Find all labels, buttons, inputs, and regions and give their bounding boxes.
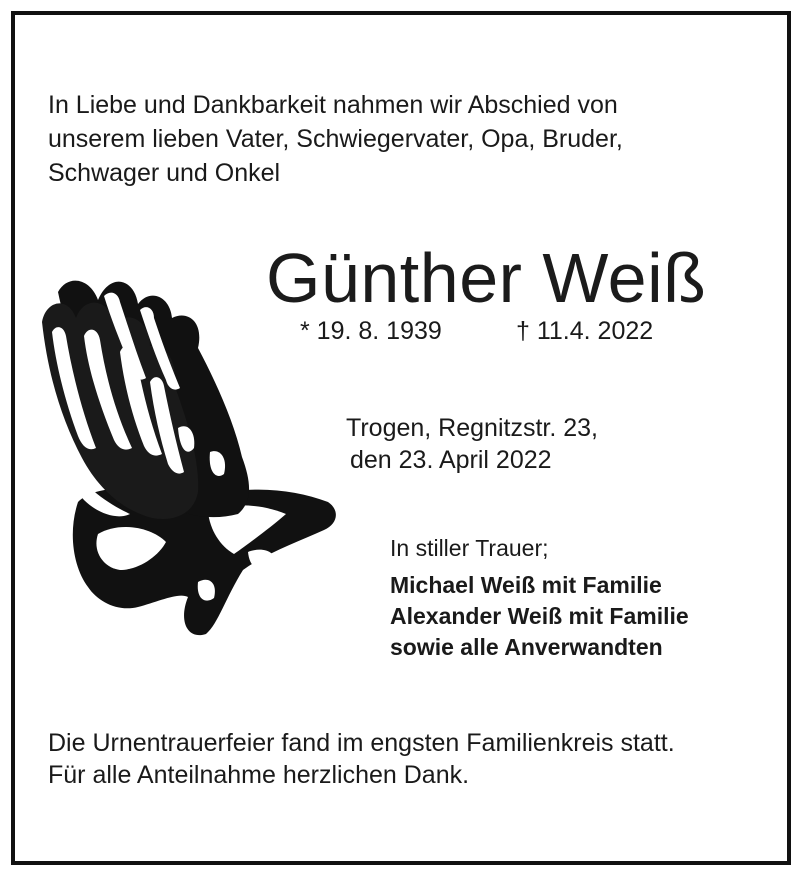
closing-text: [48, 727, 675, 791]
address-line: Trogen, Regnitzstr. 23,: [346, 414, 598, 442]
birth-date: * 19. 8. 1939: [300, 317, 442, 345]
closing-line: Für alle Anteilnahme herzlichen Dank.: [48, 761, 470, 789]
place-and-date: [346, 412, 598, 476]
death-date: † 11.4. 2022: [516, 317, 654, 345]
intro-line: In Liebe und Dankbarkeit nahmen wir Abschied von: [48, 91, 618, 119]
closing-line: Die Urnentrauerfeier fand im engsten Familienkreis statt.: [48, 729, 675, 757]
mourner-line: Alexander Weiß mit Familie: [390, 603, 689, 629]
deceased-name: Günther Weiß: [266, 239, 707, 317]
date-line: den 23. April 2022: [350, 446, 552, 474]
mourner-line: sowie alle Anverwandten: [390, 634, 663, 660]
mourning-heading: In stiller Trauer;: [390, 535, 549, 561]
intro-line: unserem lieben Vater, Schwiegervater, Opa, Bruder,: [48, 125, 623, 153]
intro-line: Schwager und Onkel: [48, 159, 281, 187]
mourner-line: Michael Weiß mit Familie: [390, 572, 662, 598]
intro-text: [48, 88, 623, 190]
mourners-list: [390, 570, 689, 663]
